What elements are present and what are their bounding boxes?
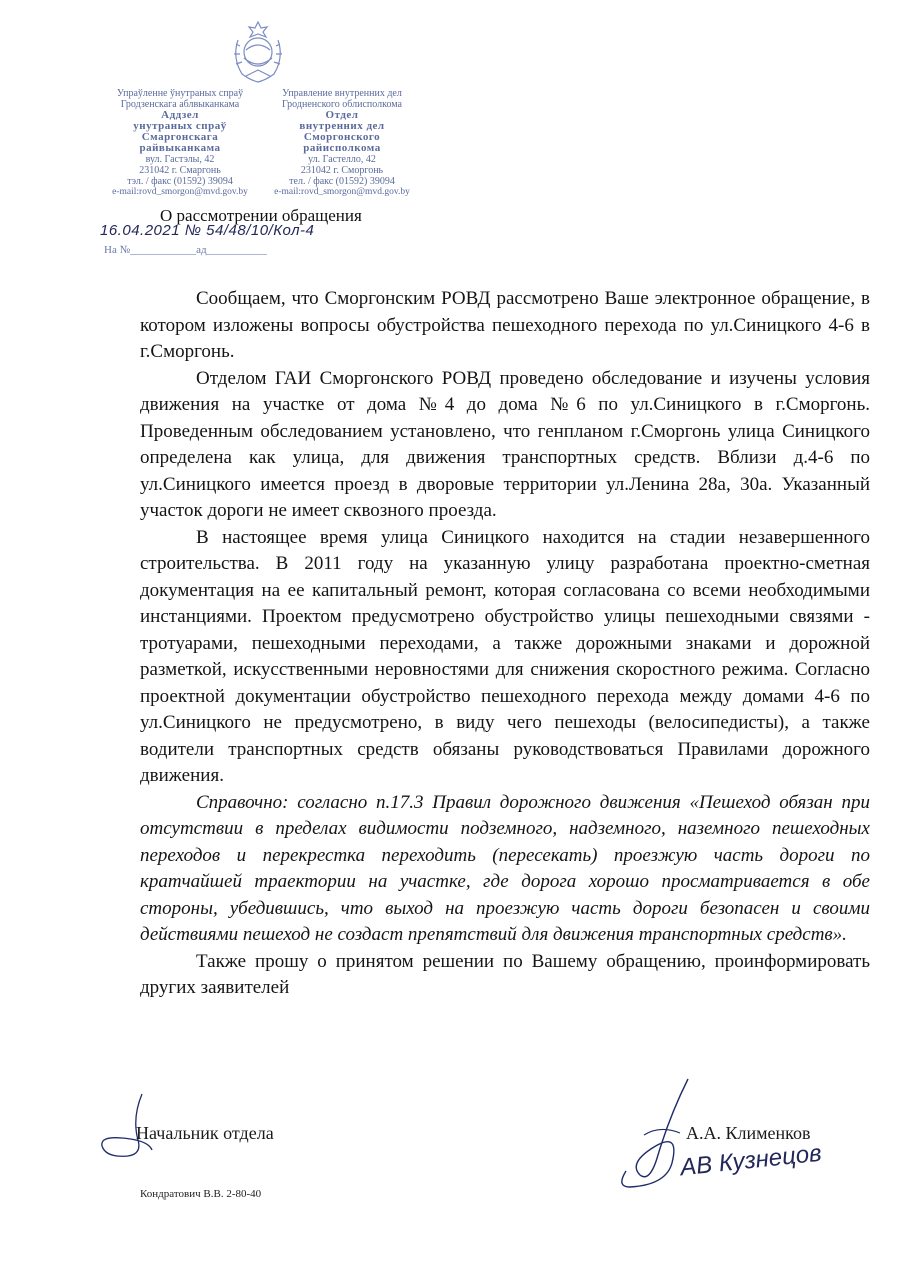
- letterhead-line: вул. Гастэлы, 42: [145, 154, 215, 165]
- letterhead-email: e-mail:rovd_smorgon@mvd.gov.by: [112, 187, 248, 197]
- letterhead-belarusian: [100, 88, 260, 198]
- letter-subject: О рассмотрении обращения: [160, 206, 362, 225]
- letterhead-email: e-mail:rovd_smorgon@mvd.gov.by: [274, 187, 410, 197]
- body-paragraph: Отделом ГАИ Сморгонского РОВД проведено обследование и изучены условия движения на участке от дома №4 до дома №6 по ул.Синицкого в г.Сморгонь. Проведенным обследованием установлено, что генпланом г.Сморгонь улица Синицкого определена как улица, для движения транспортных средств. Вблизи д.4-6 по ул.Синицкого имеется проезд в дворовые территории ул.Ленина 28а, 30а. Указанный участок дороги не имеет сквозного проезда.: [140, 367, 870, 521]
- body-paragraph: Также прошу о принятом решении по Вашему обращению, проинформировать других заявителей: [140, 950, 870, 998]
- letterhead-line: Отдел: [325, 109, 359, 121]
- letterhead-line: внутренних дел: [299, 120, 385, 132]
- letterhead-line: унутраных спраў: [133, 120, 227, 132]
- letterhead-line: Аддзел: [161, 109, 199, 121]
- executor-contact: Кондратович В.В. 2-80-40: [140, 1188, 262, 1200]
- letter-body: [140, 286, 870, 1002]
- signatory-name: А.А. Клименков: [686, 1123, 811, 1143]
- letterhead-line: Управление внутренних дел: [282, 88, 402, 99]
- body-paragraph: В настоящее время улица Синицкого находится на стадии незавершенного строительства. В 2011 году на указанную улицу разработана проектно-сметная документация на ее капитальный ремонт, которая согласована со всеми необходимыми инстанциями. Проектом предусмотрено обустройство улицы пешеходными связями - тротуарами, пешеходными переходами, а также дорожными знаками и дорожной разметкой, искусственными неровностями для снижения скоростного режима. Согласно проектной документации обустройство пешеходного перехода между домами 4-6 по ул.Синицкого не предусмотрено, в виду чего пешеходы (велосипедисты), а также водители транспортных средств обязаны руководствоваться Правилами дорожного движения.: [140, 526, 870, 786]
- signatory-position: Начальник отдела: [136, 1123, 274, 1143]
- letterhead-line: Упраўленне ўнутраных спраў: [116, 88, 244, 99]
- letterhead-line: ул. Гастелло, 42: [308, 154, 376, 165]
- letterhead-line: Сморгонского: [303, 131, 381, 143]
- letterhead-line: Смаргонскага: [141, 131, 219, 143]
- handwritten-note: АВ Кузнецов: [678, 1139, 823, 1182]
- letterhead-line: 231042 г. Сморгонь: [300, 165, 384, 176]
- body-paragraph: Сообщаем, что Сморгонским РОВД рассмотрено Ваше электронное обращение, в котором изложены вопросы обустройства пешеходного перехода по ул.Синицкого 4-6 в г.Сморгонь.: [140, 288, 870, 362]
- letterhead-line: Гродненского облисполкома: [282, 99, 402, 110]
- letterhead-line: райвыканкама: [139, 142, 221, 154]
- body-paragraph-reference: Справочно: согласно п.17.3 Правил дорожного движения «Пешеход обязан при отсутствии в пределах видимости подземного, надземного, наземного пешеходных переходов и перекрестка переходить (пересекать) проезжую часть дороги по кратчайшей траектории на участке, где дорога хорошо просматривается в обе стороны, убедившись, что выход на проезжую часть дороги безопасен и своими действиями пешеход не создаст препятствий для движения транспортных средств».: [140, 791, 870, 945]
- letterhead-line: тел. / факс (01592) 39094: [289, 176, 395, 187]
- registration-number-handwritten: 16.04.2021 № 54/48/10/Кол-4: [100, 222, 315, 239]
- letterhead-line: райисполкома: [303, 142, 381, 154]
- registration-reference-line: На №____________ад___________: [104, 244, 268, 256]
- letterhead-line: Гродзенскага аблвыканкама: [120, 99, 240, 110]
- belarus-state-emblem-icon: [228, 18, 288, 86]
- handwritten-signature: [610, 1075, 690, 1190]
- letterhead-line: 231042 г. Смаргонь: [139, 165, 221, 176]
- letterhead-russian: [262, 88, 422, 198]
- letterhead-line: тэл. / факс (01592) 39094: [127, 176, 233, 187]
